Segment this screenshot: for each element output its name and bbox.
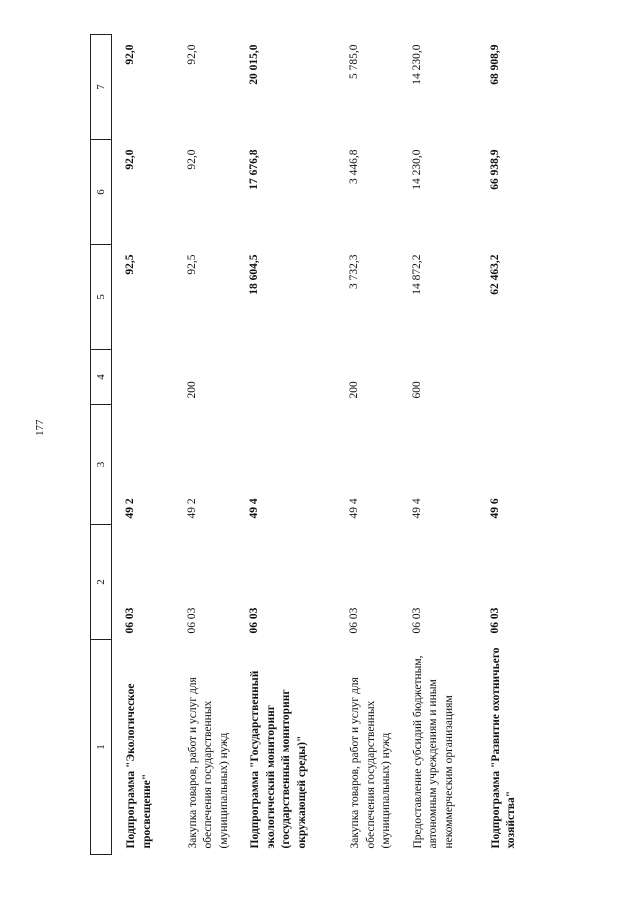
row-target-code: 49 4: [248, 498, 261, 519]
row-name: Подпрограмма "Экологическое просвещение": [125, 683, 153, 849]
row-target-code: 49 6: [488, 498, 501, 519]
row-value-col7: 5 785,0: [348, 44, 361, 79]
row-value-col7: 92,0: [185, 44, 198, 65]
header-cell: 7: [91, 35, 112, 140]
row-value-col5: 18 604,5: [248, 254, 261, 295]
header-cell: 6: [91, 140, 112, 245]
row-value-col5: 3 732,3: [348, 254, 361, 289]
table-row: [174, 35, 237, 855]
page-number: 177: [34, 419, 46, 436]
table-row: [112, 35, 174, 855]
row-name: Закупка товаров, работ и услуг для обеспечения государственных (муниципальных) нужд: [349, 677, 393, 849]
row-target-code: 49 2: [124, 498, 136, 519]
row-value-col5: 92,5: [185, 254, 198, 275]
header-cell: 2: [91, 525, 112, 640]
row-value-col6: 66 938,9: [488, 149, 501, 190]
row-value-col7: 20 015,0: [248, 44, 261, 85]
header-cell: 3: [91, 405, 112, 525]
row-expense-type: [236, 350, 336, 405]
row-value-col7: 92,0: [124, 44, 136, 65]
row-target-code: 49 4: [410, 498, 423, 519]
row-name: Подпрограмма "Государственный экологический мониторинг (государственный мониторинг окружающей среды)": [249, 670, 308, 849]
row-section-code: 06 03: [410, 607, 423, 634]
row-target-code: 49 2: [185, 498, 198, 519]
row-value-col5: 92,5: [124, 254, 136, 275]
row-name: Подпрограмма "Развитие охотничьего хозяйства": [489, 647, 518, 849]
row-section-code: 06 03: [124, 607, 136, 634]
row-expense-type: 200: [348, 381, 361, 399]
row-value-col5: 62 463,2: [488, 254, 501, 295]
row-value-col7: 68 908,9: [488, 44, 501, 85]
row-value-col6: 14 230,0: [410, 149, 423, 190]
row-section-code: 06 03: [488, 607, 501, 634]
row-value-col7: 14 230,0: [410, 44, 423, 85]
row-section-code: 06 03: [248, 607, 261, 634]
header-cell: 5: [91, 245, 112, 350]
row-value-col6: 92,0: [124, 149, 136, 170]
header-cell: 4: [91, 350, 112, 405]
header-cell: 1: [91, 640, 112, 855]
row-name: Предоставление субсидий бюджетным, автономным учреждениям и иным некоммерческим организациям: [411, 655, 455, 849]
row-name: Закупка товаров, работ и услуг для обеспечения государственных (муниципальных) нужд: [186, 677, 230, 849]
row-target-code: 49 4: [348, 498, 361, 519]
table-row: [336, 35, 399, 855]
row-expense-type: 200: [185, 381, 198, 399]
budget-table: [90, 34, 537, 855]
table-row: [236, 35, 336, 855]
row-expense-type: 600: [410, 381, 423, 399]
table-row: [399, 35, 477, 855]
budget-table-wrapper: [90, 35, 610, 855]
table-row: [477, 35, 537, 855]
row-expense-type: [477, 350, 537, 405]
header-row: [91, 35, 112, 855]
row-value-col6: 92,0: [185, 149, 198, 170]
row-expense-type: [112, 350, 174, 405]
row-value-col6: 3 446,8: [348, 149, 361, 184]
row-section-code: 06 03: [348, 607, 361, 634]
row-value-col6: 17 676,8: [248, 149, 261, 190]
row-value-col5: 14 872,2: [410, 254, 423, 295]
row-section-code: 06 03: [185, 607, 198, 634]
